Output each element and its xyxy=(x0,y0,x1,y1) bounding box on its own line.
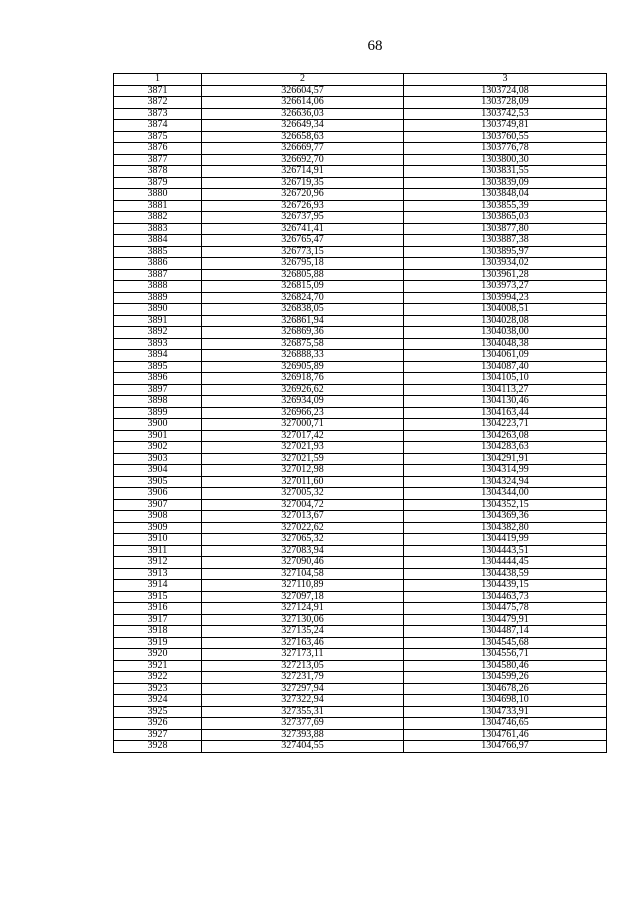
table-row xyxy=(114,304,607,316)
x-coordinate-cell: 326966,23 xyxy=(202,407,404,419)
x-coordinate-cell: 327013,67 xyxy=(202,511,404,523)
x-coordinate-cell: 326918,76 xyxy=(202,373,404,385)
point-number-cell: 3878 xyxy=(114,166,202,178)
point-number-cell: 3917 xyxy=(114,614,202,626)
x-coordinate-cell: 327011,60 xyxy=(202,476,404,488)
table-row xyxy=(114,545,607,557)
point-number-cell: 3877 xyxy=(114,154,202,166)
point-number-cell: 3928 xyxy=(114,741,202,753)
point-number-cell: 3926 xyxy=(114,718,202,730)
table-row xyxy=(114,672,607,684)
point-number-cell: 3912 xyxy=(114,557,202,569)
table-row xyxy=(114,741,607,753)
x-coordinate-cell: 326719,35 xyxy=(202,177,404,189)
x-coordinate-cell: 326861,94 xyxy=(202,315,404,327)
x-coordinate-cell: 326815,09 xyxy=(202,281,404,293)
table-row xyxy=(114,258,607,270)
x-coordinate-cell: 326765,47 xyxy=(202,235,404,247)
x-coordinate-cell: 326934,09 xyxy=(202,396,404,408)
table-row xyxy=(114,166,607,178)
x-coordinate-cell: 327000,71 xyxy=(202,419,404,431)
y-coordinate-cell: 1303839,09 xyxy=(404,177,607,189)
y-coordinate-cell: 1304087,40 xyxy=(404,361,607,373)
x-coordinate-cell: 327083,94 xyxy=(202,545,404,557)
table-row xyxy=(114,292,607,304)
point-number-cell: 3893 xyxy=(114,338,202,350)
y-coordinate-cell: 1303934,02 xyxy=(404,258,607,270)
table-row xyxy=(114,442,607,454)
point-number-cell: 3886 xyxy=(114,258,202,270)
table-row xyxy=(114,660,607,672)
y-coordinate-cell: 1303749,81 xyxy=(404,120,607,132)
y-coordinate-cell: 1303728,09 xyxy=(404,97,607,109)
x-coordinate-cell: 327163,46 xyxy=(202,637,404,649)
point-number-cell: 3873 xyxy=(114,108,202,120)
x-coordinate-cell: 327213,05 xyxy=(202,660,404,672)
y-coordinate-cell: 1304028,08 xyxy=(404,315,607,327)
point-number-cell: 3904 xyxy=(114,465,202,477)
point-number-cell: 3871 xyxy=(114,85,202,97)
y-coordinate-cell: 1303877,80 xyxy=(404,223,607,235)
y-coordinate-cell: 1304438,59 xyxy=(404,568,607,580)
y-coordinate-cell: 1303961,28 xyxy=(404,269,607,281)
y-coordinate-cell: 1304038,00 xyxy=(404,327,607,339)
table-row xyxy=(114,683,607,695)
x-coordinate-cell: 327130,06 xyxy=(202,614,404,626)
column-header: 2 xyxy=(202,74,404,86)
x-coordinate-cell: 326692,70 xyxy=(202,154,404,166)
point-number-cell: 3927 xyxy=(114,729,202,741)
point-number-cell: 3896 xyxy=(114,373,202,385)
y-coordinate-cell: 1303724,08 xyxy=(404,85,607,97)
x-coordinate-cell: 327110,89 xyxy=(202,580,404,592)
point-number-cell: 3899 xyxy=(114,407,202,419)
table-row xyxy=(114,97,607,109)
table-row xyxy=(114,396,607,408)
table-row xyxy=(114,235,607,247)
y-coordinate-cell: 1304599,26 xyxy=(404,672,607,684)
y-coordinate-cell: 1303865,03 xyxy=(404,212,607,224)
table-row xyxy=(114,718,607,730)
y-coordinate-cell: 1304263,08 xyxy=(404,430,607,442)
y-coordinate-cell: 1304733,91 xyxy=(404,706,607,718)
point-number-cell: 3900 xyxy=(114,419,202,431)
table-row xyxy=(114,511,607,523)
page-number: 68 xyxy=(367,38,383,54)
table-row xyxy=(114,246,607,258)
x-coordinate-cell: 326795,18 xyxy=(202,258,404,270)
point-number-cell: 3921 xyxy=(114,660,202,672)
y-coordinate-cell: 1303855,39 xyxy=(404,200,607,212)
table-row xyxy=(114,706,607,718)
table-row xyxy=(114,189,607,201)
x-coordinate-cell: 326658,63 xyxy=(202,131,404,143)
point-number-cell: 3913 xyxy=(114,568,202,580)
x-coordinate-cell: 326604,57 xyxy=(202,85,404,97)
point-number-cell: 3875 xyxy=(114,131,202,143)
point-number-cell: 3920 xyxy=(114,649,202,661)
y-coordinate-cell: 1304105,10 xyxy=(404,373,607,385)
y-coordinate-cell: 1304678,26 xyxy=(404,683,607,695)
y-coordinate-cell: 1304008,51 xyxy=(404,304,607,316)
table-row xyxy=(114,637,607,649)
y-coordinate-cell: 1304487,14 xyxy=(404,626,607,638)
point-number-cell: 3885 xyxy=(114,246,202,258)
y-coordinate-cell: 1304130,46 xyxy=(404,396,607,408)
point-number-cell: 3874 xyxy=(114,120,202,132)
x-coordinate-cell: 326926,62 xyxy=(202,384,404,396)
y-coordinate-cell: 1304545,68 xyxy=(404,637,607,649)
point-number-cell: 3887 xyxy=(114,269,202,281)
y-coordinate-cell: 1304283,63 xyxy=(404,442,607,454)
point-number-cell: 3876 xyxy=(114,143,202,155)
table-row xyxy=(114,614,607,626)
table-row xyxy=(114,269,607,281)
y-coordinate-cell: 1303994,23 xyxy=(404,292,607,304)
point-number-cell: 3919 xyxy=(114,637,202,649)
table-row xyxy=(114,591,607,603)
x-coordinate-cell: 327355,31 xyxy=(202,706,404,718)
table-row xyxy=(114,407,607,419)
table-row xyxy=(114,580,607,592)
y-coordinate-cell: 1304223,71 xyxy=(404,419,607,431)
point-number-cell: 3923 xyxy=(114,683,202,695)
table-row xyxy=(114,327,607,339)
y-coordinate-cell: 1303973,27 xyxy=(404,281,607,293)
table-row xyxy=(114,522,607,534)
x-coordinate-cell: 327021,93 xyxy=(202,442,404,454)
point-number-cell: 3881 xyxy=(114,200,202,212)
x-coordinate-cell: 327017,42 xyxy=(202,430,404,442)
y-coordinate-cell: 1304291,91 xyxy=(404,453,607,465)
table-row xyxy=(114,108,607,120)
point-number-cell: 3895 xyxy=(114,361,202,373)
table-row xyxy=(114,212,607,224)
y-coordinate-cell: 1304766,97 xyxy=(404,741,607,753)
y-coordinate-cell: 1303831,55 xyxy=(404,166,607,178)
table-row xyxy=(114,476,607,488)
y-coordinate-cell: 1304439,15 xyxy=(404,580,607,592)
y-coordinate-cell: 1304419,99 xyxy=(404,534,607,546)
x-coordinate-cell: 326720,96 xyxy=(202,189,404,201)
point-number-cell: 3884 xyxy=(114,235,202,247)
x-coordinate-cell: 326824,70 xyxy=(202,292,404,304)
point-number-cell: 3915 xyxy=(114,591,202,603)
table-row xyxy=(114,361,607,373)
table-row xyxy=(114,143,607,155)
column-header: 3 xyxy=(404,74,607,86)
x-coordinate-cell: 326737,95 xyxy=(202,212,404,224)
x-coordinate-cell: 327404,55 xyxy=(202,741,404,753)
table-row xyxy=(114,177,607,189)
x-coordinate-cell: 327090,46 xyxy=(202,557,404,569)
coordinates-table xyxy=(113,73,607,753)
point-number-cell: 3918 xyxy=(114,626,202,638)
point-number-cell: 3907 xyxy=(114,499,202,511)
table-row xyxy=(114,729,607,741)
x-coordinate-cell: 326869,36 xyxy=(202,327,404,339)
point-number-cell: 3925 xyxy=(114,706,202,718)
x-coordinate-cell: 326773,15 xyxy=(202,246,404,258)
x-coordinate-cell: 327022,62 xyxy=(202,522,404,534)
y-coordinate-cell: 1304061,09 xyxy=(404,350,607,362)
x-coordinate-cell: 327097,18 xyxy=(202,591,404,603)
table-row xyxy=(114,131,607,143)
y-coordinate-cell: 1304463,73 xyxy=(404,591,607,603)
x-coordinate-cell: 326726,93 xyxy=(202,200,404,212)
table-row xyxy=(114,350,607,362)
point-number-cell: 3922 xyxy=(114,672,202,684)
point-number-cell: 3888 xyxy=(114,281,202,293)
y-coordinate-cell: 1304344,00 xyxy=(404,488,607,500)
point-number-cell: 3890 xyxy=(114,304,202,316)
table-row xyxy=(114,603,607,615)
x-coordinate-cell: 327065,32 xyxy=(202,534,404,546)
x-coordinate-cell: 327104,58 xyxy=(202,568,404,580)
table-row xyxy=(114,430,607,442)
point-number-cell: 3914 xyxy=(114,580,202,592)
x-coordinate-cell: 327021,59 xyxy=(202,453,404,465)
point-number-cell: 3901 xyxy=(114,430,202,442)
point-number-cell: 3908 xyxy=(114,511,202,523)
y-coordinate-cell: 1304048,38 xyxy=(404,338,607,350)
table-row xyxy=(114,223,607,235)
y-coordinate-cell: 1304580,46 xyxy=(404,660,607,672)
x-coordinate-cell: 326649,34 xyxy=(202,120,404,132)
x-coordinate-cell: 326614,06 xyxy=(202,97,404,109)
point-number-cell: 3905 xyxy=(114,476,202,488)
table-row xyxy=(114,695,607,707)
x-coordinate-cell: 326905,89 xyxy=(202,361,404,373)
table-row xyxy=(114,557,607,569)
y-coordinate-cell: 1304475,78 xyxy=(404,603,607,615)
x-coordinate-cell: 327124,91 xyxy=(202,603,404,615)
column-header: 1 xyxy=(114,74,202,86)
x-coordinate-cell: 326636,03 xyxy=(202,108,404,120)
y-coordinate-cell: 1304443,51 xyxy=(404,545,607,557)
y-coordinate-cell: 1304352,15 xyxy=(404,499,607,511)
x-coordinate-cell: 327231,79 xyxy=(202,672,404,684)
point-number-cell: 3872 xyxy=(114,97,202,109)
table-row xyxy=(114,315,607,327)
x-coordinate-cell: 327012,98 xyxy=(202,465,404,477)
y-coordinate-cell: 1303848,04 xyxy=(404,189,607,201)
x-coordinate-cell: 327393,88 xyxy=(202,729,404,741)
table-row xyxy=(114,281,607,293)
point-number-cell: 3902 xyxy=(114,442,202,454)
y-coordinate-cell: 1303760,55 xyxy=(404,131,607,143)
x-coordinate-cell: 326888,33 xyxy=(202,350,404,362)
y-coordinate-cell: 1304746,65 xyxy=(404,718,607,730)
point-number-cell: 3889 xyxy=(114,292,202,304)
table-row xyxy=(114,85,607,97)
y-coordinate-cell: 1304556,71 xyxy=(404,649,607,661)
point-number-cell: 3910 xyxy=(114,534,202,546)
table-row xyxy=(114,568,607,580)
point-number-cell: 3897 xyxy=(114,384,202,396)
point-number-cell: 3892 xyxy=(114,327,202,339)
x-coordinate-cell: 327173,11 xyxy=(202,649,404,661)
y-coordinate-cell: 1304761,46 xyxy=(404,729,607,741)
y-coordinate-cell: 1304113,27 xyxy=(404,384,607,396)
table-row xyxy=(114,120,607,132)
x-coordinate-cell: 326714,91 xyxy=(202,166,404,178)
table-row xyxy=(114,419,607,431)
table-row xyxy=(114,626,607,638)
x-coordinate-cell: 326805,88 xyxy=(202,269,404,281)
x-coordinate-cell: 326741,41 xyxy=(202,223,404,235)
point-number-cell: 3903 xyxy=(114,453,202,465)
table-row xyxy=(114,534,607,546)
x-coordinate-cell: 327135,24 xyxy=(202,626,404,638)
y-coordinate-cell: 1303895,97 xyxy=(404,246,607,258)
table-header-row xyxy=(114,74,607,86)
point-number-cell: 3916 xyxy=(114,603,202,615)
y-coordinate-cell: 1304324,94 xyxy=(404,476,607,488)
table-row xyxy=(114,338,607,350)
point-number-cell: 3894 xyxy=(114,350,202,362)
x-coordinate-cell: 327297,94 xyxy=(202,683,404,695)
table-row xyxy=(114,488,607,500)
table-row xyxy=(114,453,607,465)
x-coordinate-cell: 326838,05 xyxy=(202,304,404,316)
y-coordinate-cell: 1304698,10 xyxy=(404,695,607,707)
point-number-cell: 3882 xyxy=(114,212,202,224)
table-row xyxy=(114,465,607,477)
y-coordinate-cell: 1303800,30 xyxy=(404,154,607,166)
table-body xyxy=(114,85,607,752)
point-number-cell: 3879 xyxy=(114,177,202,189)
point-number-cell: 3898 xyxy=(114,396,202,408)
x-coordinate-cell: 326875,58 xyxy=(202,338,404,350)
y-coordinate-cell: 1304369,36 xyxy=(404,511,607,523)
table-row xyxy=(114,154,607,166)
x-coordinate-cell: 327005,32 xyxy=(202,488,404,500)
point-number-cell: 3883 xyxy=(114,223,202,235)
x-coordinate-cell: 327377,69 xyxy=(202,718,404,730)
y-coordinate-cell: 1303887,38 xyxy=(404,235,607,247)
x-coordinate-cell: 326669,77 xyxy=(202,143,404,155)
point-number-cell: 3924 xyxy=(114,695,202,707)
y-coordinate-cell: 1304163,44 xyxy=(404,407,607,419)
y-coordinate-cell: 1304314,99 xyxy=(404,465,607,477)
table-row xyxy=(114,499,607,511)
y-coordinate-cell: 1304444,45 xyxy=(404,557,607,569)
y-coordinate-cell: 1303742,53 xyxy=(404,108,607,120)
y-coordinate-cell: 1304479,91 xyxy=(404,614,607,626)
point-number-cell: 3911 xyxy=(114,545,202,557)
table-row xyxy=(114,384,607,396)
point-number-cell: 3906 xyxy=(114,488,202,500)
point-number-cell: 3891 xyxy=(114,315,202,327)
x-coordinate-cell: 327322,94 xyxy=(202,695,404,707)
point-number-cell: 3880 xyxy=(114,189,202,201)
y-coordinate-cell: 1304382,80 xyxy=(404,522,607,534)
table-row xyxy=(114,649,607,661)
table-row xyxy=(114,373,607,385)
x-coordinate-cell: 327004,72 xyxy=(202,499,404,511)
y-coordinate-cell: 1303776,78 xyxy=(404,143,607,155)
point-number-cell: 3909 xyxy=(114,522,202,534)
table-row xyxy=(114,200,607,212)
